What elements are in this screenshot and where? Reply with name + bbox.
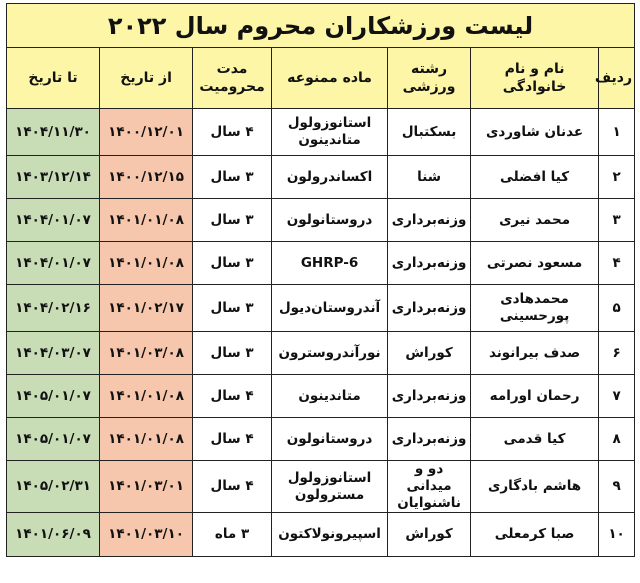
- header-duration: مدت محرومیت: [193, 48, 272, 109]
- duration-cell: ۴ سال: [193, 109, 272, 156]
- to-date-cell: ۱۴۰۱/۰۶/۰۹: [7, 513, 100, 557]
- to-date-cell: ۱۴۰۴/۱۱/۳۰: [7, 109, 100, 156]
- row-number-cell: ۳: [599, 199, 635, 242]
- athlete-name-cell: صبا کرمعلی: [471, 513, 599, 557]
- header-to-date: تا تاریخ: [7, 48, 100, 109]
- from-date-cell: ۱۴۰۱/۰۱/۰۸: [100, 199, 193, 242]
- substance-cell: نورآندروسترون: [272, 332, 388, 375]
- duration-cell: ۳ سال: [193, 332, 272, 375]
- sport-cell: کوراش: [388, 513, 471, 557]
- athlete-name-cell: محمد نیری: [471, 199, 599, 242]
- athlete-name-cell: مسعود نصرتی: [471, 242, 599, 285]
- table-row: [7, 332, 635, 375]
- sport-cell: وزنه‌برداری: [388, 285, 471, 332]
- substance-cell: آندروستان‌دیول: [272, 285, 388, 332]
- to-date-cell: ۱۴۰۳/۱۲/۱۴: [7, 156, 100, 199]
- sport-cell: دو و میدانی ناشنوایان: [388, 461, 471, 513]
- banned-athletes-table: [6, 3, 635, 557]
- table-row: [7, 156, 635, 199]
- sport-cell: وزنه‌برداری: [388, 375, 471, 418]
- substance-cell: دروستانولون: [272, 199, 388, 242]
- to-date-cell: ۱۴۰۴/۰۱/۰۷: [7, 199, 100, 242]
- row-number-cell: ۱: [599, 109, 635, 156]
- substance-cell: GHRP-6: [272, 242, 388, 285]
- table-body: [7, 109, 635, 557]
- table-row: [7, 461, 635, 513]
- table-row: [7, 418, 635, 461]
- table-row: [7, 375, 635, 418]
- banned-athletes-sheet: [6, 3, 634, 557]
- substance-cell: اکساندرولون: [272, 156, 388, 199]
- table-title: لیست ورزشکاران محروم سال ۲۰۲۲: [7, 4, 635, 48]
- duration-cell: ۳ سال: [193, 156, 272, 199]
- duration-cell: ۳ سال: [193, 285, 272, 332]
- duration-cell: ۳ ماه: [193, 513, 272, 557]
- header-sport: رشته ورزشی: [388, 48, 471, 109]
- row-number-cell: ۲: [599, 156, 635, 199]
- from-date-cell: ۱۴۰۱/۰۳/۱۰: [100, 513, 193, 557]
- duration-cell: ۴ سال: [193, 461, 272, 513]
- to-date-cell: ۱۴۰۴/۰۳/۰۷: [7, 332, 100, 375]
- table-row: [7, 109, 635, 156]
- athlete-name-cell: عدنان شاوردی: [471, 109, 599, 156]
- to-date-cell: ۱۴۰۵/۰۲/۳۱: [7, 461, 100, 513]
- from-date-cell: ۱۴۰۱/۰۳/۰۱: [100, 461, 193, 513]
- sport-cell: کوراش: [388, 332, 471, 375]
- duration-cell: ۴ سال: [193, 418, 272, 461]
- row-number-cell: ۸: [599, 418, 635, 461]
- athlete-name-cell: کیا قدمی: [471, 418, 599, 461]
- duration-cell: ۳ سال: [193, 199, 272, 242]
- substance-cell: اسپیرونولاکتون: [272, 513, 388, 557]
- from-date-cell: ۱۴۰۱/۰۱/۰۸: [100, 375, 193, 418]
- athlete-name-cell: رحمان اورامه: [471, 375, 599, 418]
- athlete-name-cell: صدف بیرانوند: [471, 332, 599, 375]
- title-row: [7, 4, 635, 48]
- from-date-cell: ۱۴۰۱/۰۳/۰۸: [100, 332, 193, 375]
- duration-cell: ۳ سال: [193, 242, 272, 285]
- row-number-cell: ۵: [599, 285, 635, 332]
- from-date-cell: ۱۴۰۱/۰۱/۰۸: [100, 242, 193, 285]
- to-date-cell: ۱۴۰۵/۰۱/۰۷: [7, 418, 100, 461]
- substance-cell: استانوزولول مسترولون: [272, 461, 388, 513]
- athlete-name-cell: هاشم بادگاری: [471, 461, 599, 513]
- from-date-cell: ۱۴۰۱/۰۲/۱۷: [100, 285, 193, 332]
- sport-cell: وزنه‌برداری: [388, 199, 471, 242]
- from-date-cell: ۱۴۰۰/۱۲/۰۱: [100, 109, 193, 156]
- duration-cell: ۴ سال: [193, 375, 272, 418]
- table-row: [7, 513, 635, 557]
- athlete-name-cell: کیا افضلی: [471, 156, 599, 199]
- row-number-cell: ۱۰: [599, 513, 635, 557]
- header-name: نام و نام خانوادگی: [471, 48, 599, 109]
- row-number-cell: ۹: [599, 461, 635, 513]
- athlete-name-cell: محمدهادی پورحسینی: [471, 285, 599, 332]
- sport-cell: بسکتبال: [388, 109, 471, 156]
- table-row: [7, 285, 635, 332]
- sport-cell: وزنه‌برداری: [388, 418, 471, 461]
- substance-cell: استانوزولول متاندینون: [272, 109, 388, 156]
- to-date-cell: ۱۴۰۴/۰۱/۰۷: [7, 242, 100, 285]
- table-row: [7, 199, 635, 242]
- header-substance: ماده ممنوعه: [272, 48, 388, 109]
- table-row: [7, 242, 635, 285]
- substance-cell: دروستانولون: [272, 418, 388, 461]
- sport-cell: وزنه‌برداری: [388, 242, 471, 285]
- header-from-date: از تاریخ: [100, 48, 193, 109]
- from-date-cell: ۱۴۰۰/۱۲/۱۵: [100, 156, 193, 199]
- sport-cell: شنا: [388, 156, 471, 199]
- header-row-number: ردیف: [599, 48, 635, 109]
- from-date-cell: ۱۴۰۱/۰۱/۰۸: [100, 418, 193, 461]
- row-number-cell: ۷: [599, 375, 635, 418]
- to-date-cell: ۱۴۰۴/۰۲/۱۶: [7, 285, 100, 332]
- to-date-cell: ۱۴۰۵/۰۱/۰۷: [7, 375, 100, 418]
- row-number-cell: ۶: [599, 332, 635, 375]
- row-number-cell: ۴: [599, 242, 635, 285]
- header-row: [7, 48, 635, 109]
- substance-cell: متاندینون: [272, 375, 388, 418]
